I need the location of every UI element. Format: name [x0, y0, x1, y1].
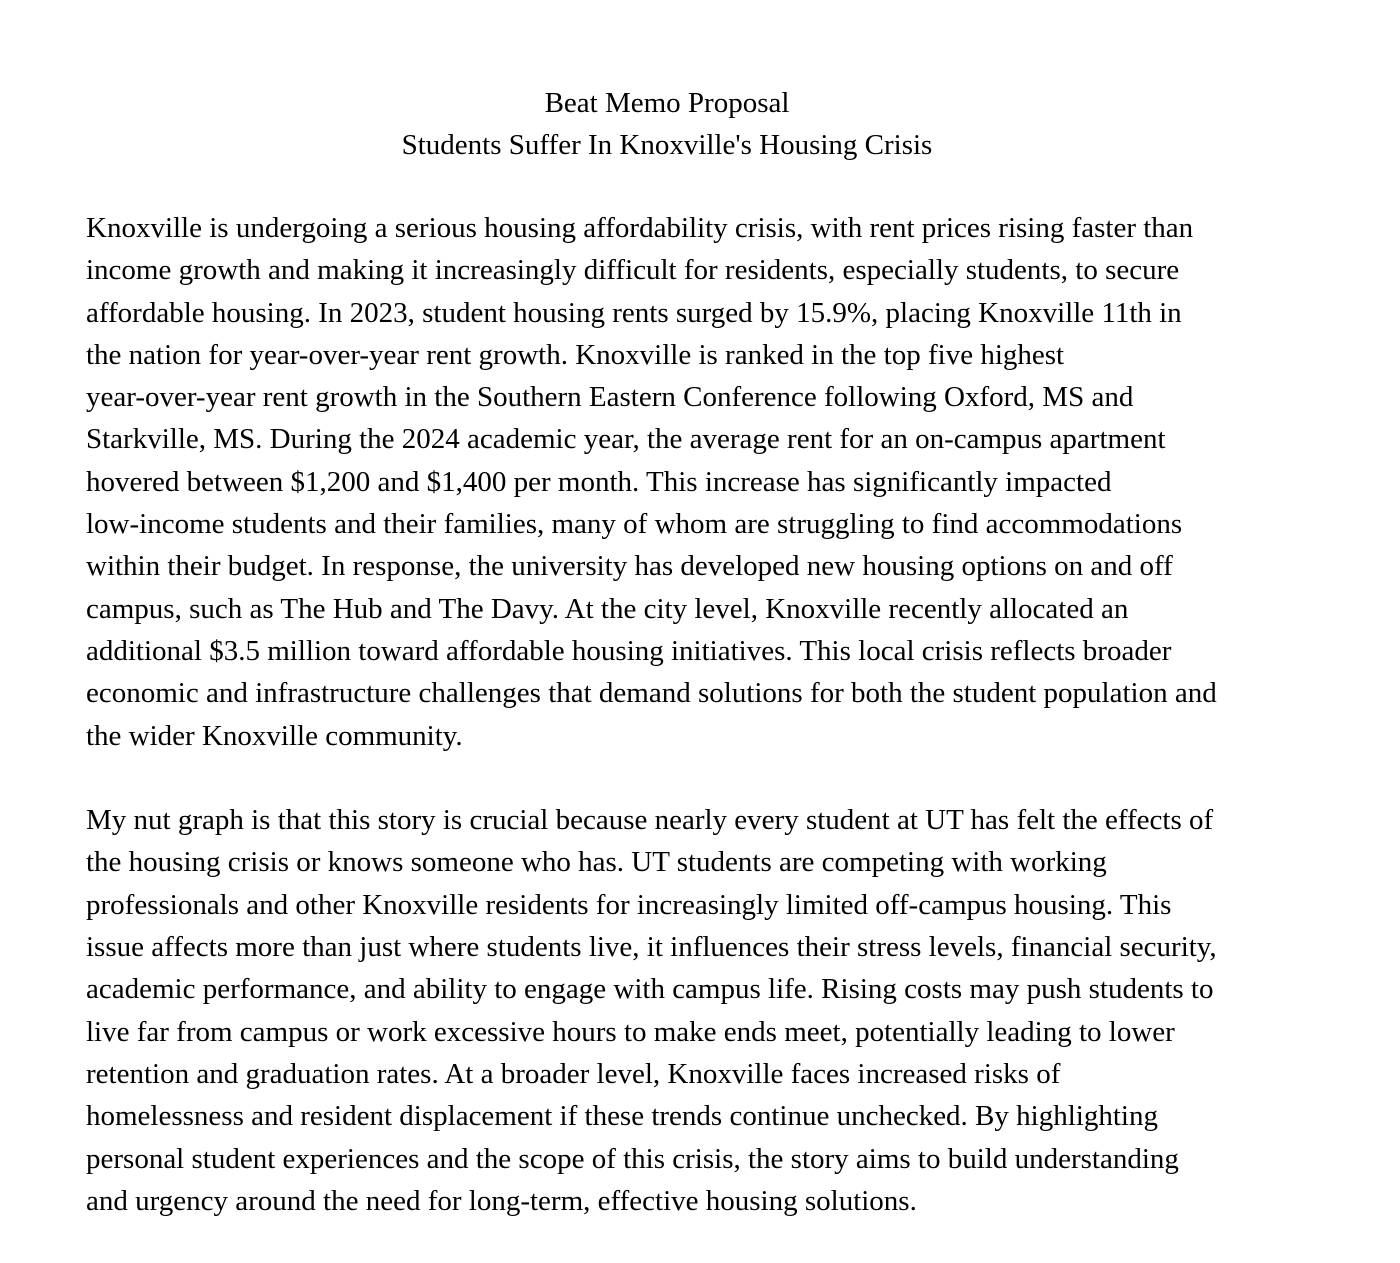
- paragraph-line: within their budget. In response, the university has developed new housing options on and off: [86, 550, 1173, 583]
- document-body: [86, 207, 1356, 1222]
- paragraph-line: additional $3.5 million toward affordable housing initiatives. This local crisis reflects broader: [86, 634, 1172, 667]
- document-title: [0, 82, 1334, 166]
- paragraph-line: year-over-year rent growth in the Southern Eastern Conference following Oxford, MS and: [86, 381, 1134, 414]
- paragraph-line: live far from campus or work excessive hours to make ends meet, potentially leading to lower: [86, 1015, 1175, 1048]
- title-subheading: Students Suffer In Knoxville's Housing Crisis: [401, 129, 933, 161]
- paragraph-nut-graph: [86, 799, 1356, 1222]
- paragraph-line: Starkville, MS. During the 2024 academic year, the average rent for an on-campus apartment: [86, 423, 1166, 456]
- paragraph-line: low-income students and their families, many of whom are struggling to find accommodations: [86, 508, 1183, 541]
- paragraph-line: and urgency around the need for long-term, effective housing solutions.: [86, 1184, 917, 1217]
- paragraph-line: the housing crisis or knows someone who has. UT students are competing with working: [86, 846, 1107, 879]
- paragraph-line: hovered between $1,200 and $1,400 per month. This increase has significantly impacted: [86, 465, 1112, 498]
- paragraph-line: Knoxville is undergoing a serious housing affordability crisis, with rent prices rising faster than: [86, 212, 1194, 244]
- paragraph-line: income growth and making it increasingly difficult for residents, especially students, to secure: [86, 254, 1180, 287]
- paragraph-line: campus, such as The Hub and The Davy. At the city level, Knoxville recently allocated an: [86, 592, 1129, 625]
- paragraph-line: academic performance, and ability to engage with campus life. Rising costs may push students to: [86, 973, 1214, 1006]
- paragraph-line: personal student experiences and the scope of this crisis, the story aims to build understanding: [86, 1142, 1179, 1175]
- paragraph-line: issue affects more than just where students live, it influences their stress levels, financial security,: [86, 931, 1217, 964]
- paragraph-line: homelessness and resident displacement if these trends continue unchecked. By highlighting: [86, 1100, 1158, 1133]
- paragraph-spacer: [86, 757, 1356, 799]
- paragraph-line: the wider Knoxville community.: [86, 719, 463, 752]
- paragraph-line: economic and infrastructure challenges that demand solutions for both the student population and: [86, 677, 1217, 710]
- paragraph-line: affordable housing. In 2023, student housing rents surged by 15.9%, placing Knoxville 11th in: [86, 296, 1182, 329]
- paragraph-line: the nation for year-over-year rent growth. Knoxville is ranked in the top five highest: [86, 338, 1065, 371]
- title-heading: Beat Memo Proposal: [544, 87, 790, 119]
- paragraph-background: [86, 207, 1356, 757]
- paragraph-line: My nut graph is that this story is crucial because nearly every student at UT has felt the effects of: [86, 804, 1214, 837]
- paragraph-line: professionals and other Knoxville residents for increasingly limited off-campus housing. This: [86, 888, 1172, 921]
- paragraph-line: retention and graduation rates. At a broader level, Knoxville faces increased risks of: [86, 1057, 1061, 1090]
